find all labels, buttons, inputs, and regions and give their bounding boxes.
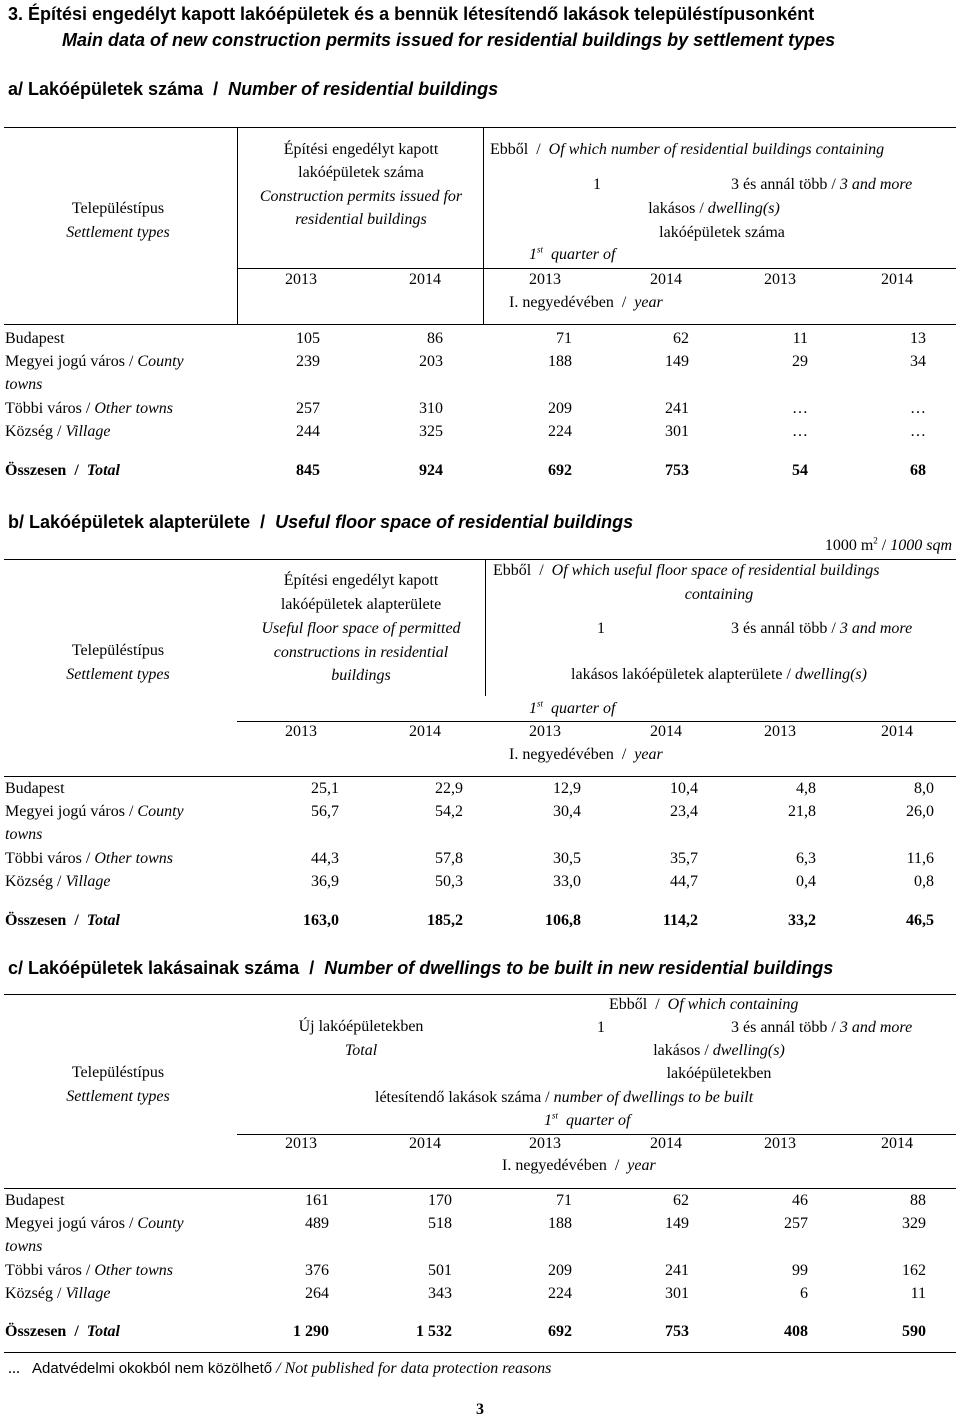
footnote-hu: Adatvédelmi okokból nem közölhető bbox=[32, 1360, 273, 1377]
section-a-row-2-cell-5: … bbox=[910, 400, 926, 417]
section-a-total-cell-5: 68 bbox=[910, 462, 926, 479]
section-b-quarter bbox=[529, 700, 615, 718]
section-a-divider-1 bbox=[237, 127, 238, 324]
section-b-unit-base: 1000 m bbox=[824, 537, 874, 554]
section-a-year-2: 2013 bbox=[529, 271, 561, 288]
section-c-row-3-cell-0: 264 bbox=[305, 1285, 329, 1302]
section-b-total-en: Total bbox=[86, 912, 120, 929]
section-b-row-3-cell-4: 0,4 bbox=[796, 873, 816, 890]
section-b-row-0-cell-3: 10,4 bbox=[670, 780, 698, 797]
section-b-row-2-en: Other towns bbox=[94, 850, 173, 867]
section-c-quarter-num: 1 bbox=[544, 1112, 552, 1129]
section-a-total-cell-0: 845 bbox=[296, 462, 320, 479]
section-c-quarter-of: quarter of bbox=[566, 1112, 631, 1129]
section-a-three-hu: 3 és annál több / bbox=[731, 176, 836, 193]
section-c-dwellings bbox=[653, 1042, 785, 1060]
section-a-row-2-cell-1: 310 bbox=[419, 400, 443, 417]
section-a-settlement-hu: Településtípus bbox=[71, 200, 165, 217]
section-b-unit-sep: / bbox=[877, 537, 891, 554]
section-a-divider-2 bbox=[483, 127, 484, 324]
section-a-row-0-cell-4: 11 bbox=[792, 330, 808, 347]
section-c-of-which-hu: Ebből bbox=[609, 996, 648, 1013]
section-b-row-3-en: Village bbox=[65, 873, 111, 890]
section-a-heading-hu: a/ Lakóépületek száma bbox=[8, 79, 204, 99]
section-a-heading-sep: / bbox=[213, 79, 219, 99]
section-c-total-hu: Összesen bbox=[5, 1323, 67, 1340]
section-a-row-2-cell-3: 241 bbox=[665, 400, 689, 417]
section-c-bottom-rule bbox=[4, 1352, 956, 1353]
section-a-header-bottom-rule bbox=[4, 324, 956, 325]
section-c-three-more bbox=[731, 1019, 912, 1037]
section-b-row-2-label bbox=[5, 850, 173, 868]
section-c-row-2-cell-2: 209 bbox=[548, 1262, 572, 1279]
section-b-three-more bbox=[731, 620, 912, 638]
section-b-row-0-cell-1: 22,9 bbox=[435, 780, 463, 797]
section-b-col1-en-line3: buildings bbox=[331, 667, 391, 684]
section-a-row-2-cell-0: 257 bbox=[296, 400, 320, 417]
section-b-total-cell-5: 46,5 bbox=[906, 912, 934, 929]
section-c-total-cell-0: 1 290 bbox=[293, 1323, 329, 1340]
section-a-row-0-cell-3: 62 bbox=[673, 330, 689, 347]
section-c-total-label bbox=[5, 1323, 120, 1341]
section-c-of-which-sep: / bbox=[655, 996, 660, 1013]
section-c-built-en: number of dwellings to be built bbox=[553, 1089, 754, 1106]
section-b-heading-sep: / bbox=[260, 512, 266, 532]
section-b-of-which-hu: Ebből bbox=[493, 562, 532, 579]
section-b-row-3-hu: Község / bbox=[5, 873, 62, 890]
section-a-row-3-en: Village bbox=[65, 423, 111, 440]
section-a-three-more bbox=[731, 176, 912, 194]
section-b-row-0-label bbox=[5, 780, 65, 798]
section-c-row-1-label bbox=[5, 1215, 184, 1233]
section-b-total-hu: Összesen bbox=[5, 912, 67, 929]
section-c-row-3-cell-2: 224 bbox=[548, 1285, 572, 1302]
section-b-row-1-cell-5: 26,0 bbox=[906, 803, 934, 820]
footnote-symbol: ... bbox=[8, 1360, 20, 1377]
section-b-row-2-cell-0: 44,3 bbox=[311, 850, 339, 867]
section-b-row-2-cell-3: 35,7 bbox=[670, 850, 698, 867]
section-b-row-2-hu: Többi város / bbox=[5, 850, 91, 867]
section-c-year-2: 2013 bbox=[529, 1135, 561, 1152]
section-b-row-3-cell-3: 44,7 bbox=[670, 873, 698, 890]
section-b-row-3-cell-5: 0,8 bbox=[914, 873, 934, 890]
section-a-row-2-cell-4: … bbox=[792, 400, 808, 417]
section-b-row-1-en: County bbox=[137, 803, 184, 820]
section-a-total-cell-3: 753 bbox=[665, 462, 689, 479]
section-c-row-0-label bbox=[5, 1192, 65, 1210]
section-b-row-1-cell-3: 23,4 bbox=[670, 803, 698, 820]
section-b-row-0-cell-0: 25,1 bbox=[311, 780, 339, 797]
page-subtitle: Main data of new construction permits issued for residential buildings by settlement types bbox=[62, 30, 836, 50]
section-c-total-sep: / bbox=[74, 1323, 79, 1340]
section-a-col1-en-line1: Construction permits issued for bbox=[259, 188, 463, 205]
section-a-row-3-cell-2: 224 bbox=[548, 423, 572, 440]
section-c-year-0: 2013 bbox=[285, 1135, 317, 1152]
section-b-total-cell-4: 33,2 bbox=[788, 912, 816, 929]
section-b-containing: containing bbox=[684, 586, 754, 603]
section-c-heading bbox=[8, 958, 833, 979]
section-a-dwellings-en: dwelling(s) bbox=[707, 200, 780, 217]
section-b-row-0-cell-5: 8,0 bbox=[914, 780, 934, 797]
section-b-row-0-cell-2: 12,9 bbox=[553, 780, 581, 797]
section-a-row-3-hu: Község / bbox=[5, 423, 62, 440]
section-b-row-2-cell-1: 57,8 bbox=[435, 850, 463, 867]
section-c-year-rule bbox=[237, 1134, 956, 1135]
section-c-year-sep: / bbox=[614, 1157, 620, 1174]
section-a-quarter bbox=[529, 246, 615, 264]
section-c-heading-sep: / bbox=[309, 958, 315, 978]
section-b-total-sep: / bbox=[74, 912, 79, 929]
section-a-top-rule bbox=[4, 127, 956, 128]
section-c-row-0-cell-0: 161 bbox=[305, 1192, 329, 1209]
section-c-year-en: year bbox=[627, 1157, 656, 1174]
section-b-of-which-en: Of which useful floor space of residential buildings bbox=[551, 562, 880, 579]
section-b-divider bbox=[485, 559, 486, 696]
section-a-dwellings-hu: lakásos / bbox=[648, 200, 704, 217]
section-b-total-cell-0: 163,0 bbox=[303, 912, 339, 929]
section-c-total-cell-2: 692 bbox=[548, 1323, 572, 1340]
section-b-heading-hu: b/ Lakóépületek alapterülete bbox=[8, 512, 251, 532]
section-b-year-2: 2013 bbox=[529, 723, 561, 740]
section-c-buildings-label: lakóépületekben bbox=[666, 1065, 772, 1082]
section-b-row-3-cell-1: 50,3 bbox=[435, 873, 463, 890]
section-a-total-cell-1: 924 bbox=[419, 462, 443, 479]
section-c-row-2-cell-5: 162 bbox=[902, 1262, 926, 1279]
section-b-row-2-cell-4: 6,3 bbox=[796, 850, 816, 867]
section-a-count-label: lakóépületek száma bbox=[659, 224, 785, 241]
section-a-row-1-hu: Megyei jogú város / bbox=[5, 353, 134, 370]
section-b-row-1-cell-2: 30,4 bbox=[553, 803, 581, 820]
section-a-year-en: year bbox=[634, 294, 663, 311]
section-b-row-3-cell-2: 33,0 bbox=[553, 873, 581, 890]
section-a-row-1-en-line2: towns bbox=[5, 376, 43, 393]
section-a-row-0-hu: Budapest bbox=[5, 330, 65, 347]
section-a-row-1-cell-3: 149 bbox=[665, 353, 689, 370]
section-b-year-en: year bbox=[634, 746, 663, 763]
section-a-row-2-cell-2: 209 bbox=[548, 400, 572, 417]
section-a-year-5: 2014 bbox=[881, 271, 913, 288]
section-c-row-3-cell-1: 343 bbox=[428, 1285, 452, 1302]
section-b-year-label bbox=[509, 746, 663, 764]
section-b-row-1-en-line2: towns bbox=[5, 826, 43, 843]
section-a-row-0-cell-2: 71 bbox=[556, 330, 572, 347]
section-a-year-1: 2014 bbox=[409, 271, 441, 288]
section-c-quarter-sup: st bbox=[552, 1110, 559, 1121]
section-c-row-3-hu: Község / bbox=[5, 1285, 62, 1302]
section-c-row-2-cell-4: 99 bbox=[792, 1262, 808, 1279]
section-a-row-3-cell-0: 244 bbox=[296, 423, 320, 440]
section-c-row-1-hu: Megyei jogú város / bbox=[5, 1215, 134, 1232]
section-c-row-2-cell-3: 241 bbox=[665, 1262, 689, 1279]
section-a-quarter-of: quarter of bbox=[551, 246, 616, 263]
section-c-of-which-en: Of which containing bbox=[667, 996, 799, 1013]
section-c-row-3-en: Village bbox=[65, 1285, 111, 1302]
section-b-row-1-cell-4: 21,8 bbox=[788, 803, 816, 820]
section-c-row-0-cell-1: 170 bbox=[428, 1192, 452, 1209]
section-c-new-en: Total bbox=[344, 1042, 378, 1059]
section-b-three-en: 3 and more bbox=[839, 620, 913, 637]
section-b-unit bbox=[825, 537, 952, 555]
section-b-row-0-cell-4: 4,8 bbox=[796, 780, 816, 797]
section-b-year-sep: / bbox=[621, 746, 627, 763]
section-a-row-0-label bbox=[5, 330, 65, 348]
section-a-year-label bbox=[509, 294, 663, 312]
section-b-row-0-hu: Budapest bbox=[5, 780, 65, 797]
section-b-heading bbox=[8, 512, 633, 533]
section-a-year-0: 2013 bbox=[285, 271, 317, 288]
section-c-dwellings-hu: lakásos / bbox=[653, 1042, 709, 1059]
section-a-row-3-label bbox=[5, 423, 110, 441]
section-c-one: 1 bbox=[597, 1019, 605, 1036]
section-b-of-which-sep: / bbox=[539, 562, 544, 579]
section-c-total-cell-5: 590 bbox=[902, 1323, 926, 1340]
section-a-row-1-cell-1: 203 bbox=[419, 353, 443, 370]
section-c-row-2-cell-1: 501 bbox=[428, 1262, 452, 1279]
section-c-settlement-en: Settlement types bbox=[66, 1088, 170, 1105]
section-b-quarter-sup: st bbox=[537, 698, 544, 709]
section-b-year-1: 2014 bbox=[409, 723, 441, 740]
section-b-area-hu: lakásos lakóépületek alapterülete / bbox=[571, 666, 791, 683]
section-c-total-cell-3: 753 bbox=[665, 1323, 689, 1340]
section-c-built-label bbox=[375, 1089, 753, 1107]
section-a-total-en: Total bbox=[86, 462, 120, 479]
section-c-row-0-cell-5: 88 bbox=[910, 1192, 926, 1209]
section-a-heading-en: Number of residential buildings bbox=[228, 79, 499, 99]
section-c-row-2-cell-0: 376 bbox=[305, 1262, 329, 1279]
section-c-quarter bbox=[544, 1112, 630, 1130]
section-a-of-which-sep: / bbox=[536, 141, 541, 158]
section-a-of-which-hu: Ebből bbox=[490, 141, 529, 158]
section-a-dwellings bbox=[648, 200, 780, 218]
section-b-year-3: 2014 bbox=[650, 723, 682, 740]
section-a-col1-hu-line1: Építési engedélyt kapott bbox=[283, 141, 439, 158]
section-c-row-1-cell-1: 518 bbox=[428, 1215, 452, 1232]
section-b-col1-en-line1: Useful floor space of permitted bbox=[261, 620, 461, 637]
section-c-total-cell-1: 1 532 bbox=[416, 1323, 452, 1340]
section-b-year-4: 2013 bbox=[764, 723, 796, 740]
section-b-row-2-cell-5: 11,6 bbox=[906, 850, 934, 867]
section-a-three-en: 3 and more bbox=[839, 176, 913, 193]
section-a-quarter-num: 1 bbox=[529, 246, 537, 263]
section-a-heading bbox=[8, 79, 498, 100]
section-b-quarter-of: quarter of bbox=[551, 700, 616, 717]
section-b-year-0: 2013 bbox=[285, 723, 317, 740]
page-title: 3. Építési engedélyt kapott lakóépületek és a bennük létesítendő lakások településtípusonként bbox=[8, 4, 815, 24]
section-c-row-0-cell-4: 46 bbox=[792, 1192, 808, 1209]
section-b-row-2-cell-2: 30,5 bbox=[553, 850, 581, 867]
section-a-row-3-cell-1: 325 bbox=[419, 423, 443, 440]
section-a-col1-hu-line2: lakóépületek száma bbox=[298, 164, 424, 181]
section-b-row-3-label bbox=[5, 873, 110, 891]
section-b-total-cell-1: 185,2 bbox=[427, 912, 463, 929]
section-a-year-sep: / bbox=[621, 294, 627, 311]
section-c-row-1-cell-2: 188 bbox=[548, 1215, 572, 1232]
section-c-header-bottom-rule bbox=[4, 1188, 956, 1189]
section-b-area-label bbox=[571, 666, 867, 684]
section-b-settlement-hu: Településtípus bbox=[71, 642, 165, 659]
section-a-row-2-en: Other towns bbox=[94, 400, 173, 417]
section-b-area-en: dwelling(s) bbox=[794, 666, 867, 683]
section-c-row-1-cell-3: 149 bbox=[665, 1215, 689, 1232]
section-c-three-hu: 3 és annál több / bbox=[731, 1019, 836, 1036]
section-c-row-1-en: County bbox=[137, 1215, 184, 1232]
section-b-heading-en: Useful floor space of residential buildings bbox=[275, 512, 634, 532]
section-b-year-rule bbox=[237, 721, 956, 722]
section-c-row-2-hu: Többi város / bbox=[5, 1262, 91, 1279]
section-b-row-1-cell-1: 54,2 bbox=[435, 803, 463, 820]
section-b-three-hu: 3 és annál több / bbox=[731, 620, 836, 637]
section-c-row-1-cell-0: 489 bbox=[305, 1215, 329, 1232]
section-b-col1-hu-line1: Építési engedélyt kapott bbox=[283, 572, 439, 589]
section-a-settlement-en: Settlement types bbox=[66, 224, 170, 241]
section-a-of-which bbox=[490, 141, 884, 159]
section-a-row-2-label bbox=[5, 400, 173, 418]
section-c-row-1-cell-4: 257 bbox=[784, 1215, 808, 1232]
section-a-quarter-sup: st bbox=[537, 244, 544, 255]
footnote-sep: / bbox=[276, 1360, 281, 1377]
section-b-of-which bbox=[493, 562, 880, 580]
section-c-year-hu: I. negyedévében bbox=[502, 1157, 607, 1174]
section-b-header-bottom-rule bbox=[4, 776, 956, 777]
section-b-total-cell-2: 106,8 bbox=[545, 912, 581, 929]
section-b-row-1-hu: Megyei jogú város / bbox=[5, 803, 134, 820]
section-a-total-hu: Összesen bbox=[5, 462, 67, 479]
section-a-row-1-label bbox=[5, 353, 184, 371]
section-a-year-4: 2013 bbox=[764, 271, 796, 288]
section-c-year-4: 2013 bbox=[764, 1135, 796, 1152]
section-c-total-en: Total bbox=[86, 1323, 120, 1340]
section-a-of-which-en: Of which number of residential buildings containing bbox=[548, 141, 885, 158]
section-c-row-3-cell-4: 6 bbox=[800, 1285, 808, 1302]
section-c-dwellings-en: dwelling(s) bbox=[712, 1042, 785, 1059]
section-b-row-1-cell-0: 56,7 bbox=[311, 803, 339, 820]
section-a-total-cell-2: 692 bbox=[548, 462, 572, 479]
section-c-top-rule bbox=[4, 994, 956, 995]
section-b-row-3-cell-0: 36,9 bbox=[311, 873, 339, 890]
section-c-row-1-cell-5: 329 bbox=[902, 1215, 926, 1232]
section-b-top-rule bbox=[4, 559, 956, 560]
section-c-row-3-label bbox=[5, 1285, 110, 1303]
section-a-total-label bbox=[5, 462, 120, 480]
section-b-settlement-en: Settlement types bbox=[66, 666, 170, 683]
section-c-row-3-cell-5: 11 bbox=[910, 1285, 926, 1302]
section-c-row-0-cell-3: 62 bbox=[673, 1192, 689, 1209]
section-c-row-3-cell-3: 301 bbox=[665, 1285, 689, 1302]
section-a-row-1-cell-5: 34 bbox=[910, 353, 926, 370]
section-b-one: 1 bbox=[597, 620, 605, 637]
section-a-row-1-en: County bbox=[137, 353, 184, 370]
section-c-new-hu: Új lakóépületekben bbox=[298, 1018, 424, 1035]
section-c-three-en: 3 and more bbox=[839, 1019, 913, 1036]
section-c-year-3: 2014 bbox=[650, 1135, 682, 1152]
section-c-row-2-label bbox=[5, 1262, 173, 1280]
section-a-row-2-hu: Többi város / bbox=[5, 400, 91, 417]
section-a-row-0-cell-5: 13 bbox=[910, 330, 926, 347]
page-number: 3 bbox=[476, 1401, 484, 1418]
section-c-settlement-hu: Településtípus bbox=[71, 1064, 165, 1081]
section-a-row-0-cell-0: 105 bbox=[296, 330, 320, 347]
section-a-year-3: 2014 bbox=[650, 271, 682, 288]
section-a-year-hu: I. negyedévében bbox=[509, 294, 614, 311]
section-a-col1-en-line2: residential buildings bbox=[295, 211, 427, 228]
footnote-en: Not published for data protection reasons bbox=[284, 1360, 552, 1377]
section-a-row-1-cell-4: 29 bbox=[792, 353, 808, 370]
section-a-row-1-cell-0: 239 bbox=[296, 353, 320, 370]
section-b-year-5: 2014 bbox=[881, 723, 913, 740]
section-a-one: 1 bbox=[593, 176, 601, 193]
section-a-row-0-cell-1: 86 bbox=[427, 330, 443, 347]
section-c-year-label bbox=[502, 1157, 656, 1175]
section-c-built-hu: létesítendő lakások száma / bbox=[375, 1089, 550, 1106]
section-b-total-cell-3: 114,2 bbox=[662, 912, 698, 929]
section-b-unit-sup: 2 bbox=[873, 535, 878, 546]
section-c-heading-hu: c/ Lakóépületek lakásainak száma bbox=[8, 958, 300, 978]
section-c-row-0-hu: Budapest bbox=[5, 1192, 65, 1209]
footnote bbox=[8, 1360, 551, 1378]
section-a-row-3-cell-5: … bbox=[910, 423, 926, 440]
section-c-row-0-cell-2: 71 bbox=[556, 1192, 572, 1209]
section-a-total-cell-4: 54 bbox=[792, 462, 808, 479]
section-b-row-1-label bbox=[5, 803, 184, 821]
section-b-quarter-num: 1 bbox=[529, 700, 537, 717]
section-a-year-rule bbox=[237, 268, 956, 269]
section-a-row-3-cell-4: … bbox=[792, 423, 808, 440]
section-b-year-hu: I. negyedévében bbox=[509, 746, 614, 763]
section-a-total-sep: / bbox=[74, 462, 79, 479]
section-b-total-label bbox=[5, 912, 120, 930]
section-c-row-1-en-line2: towns bbox=[5, 1238, 43, 1255]
section-c-total-cell-4: 408 bbox=[784, 1323, 808, 1340]
section-b-col1-en-line2: constructions in residential bbox=[273, 644, 449, 661]
section-c-year-5: 2014 bbox=[881, 1135, 913, 1152]
section-c-year-1: 2014 bbox=[409, 1135, 441, 1152]
section-c-row-2-en: Other towns bbox=[94, 1262, 173, 1279]
section-b-unit-en: 1000 sqm bbox=[890, 537, 952, 554]
section-a-row-1-cell-2: 188 bbox=[548, 353, 572, 370]
section-c-of-which bbox=[609, 996, 798, 1014]
section-a-row-3-cell-3: 301 bbox=[665, 423, 689, 440]
section-c-heading-en: Number of dwellings to be built in new residential buildings bbox=[324, 958, 834, 978]
section-b-col1-hu-line2: lakóépületek alapterülete bbox=[280, 596, 442, 613]
